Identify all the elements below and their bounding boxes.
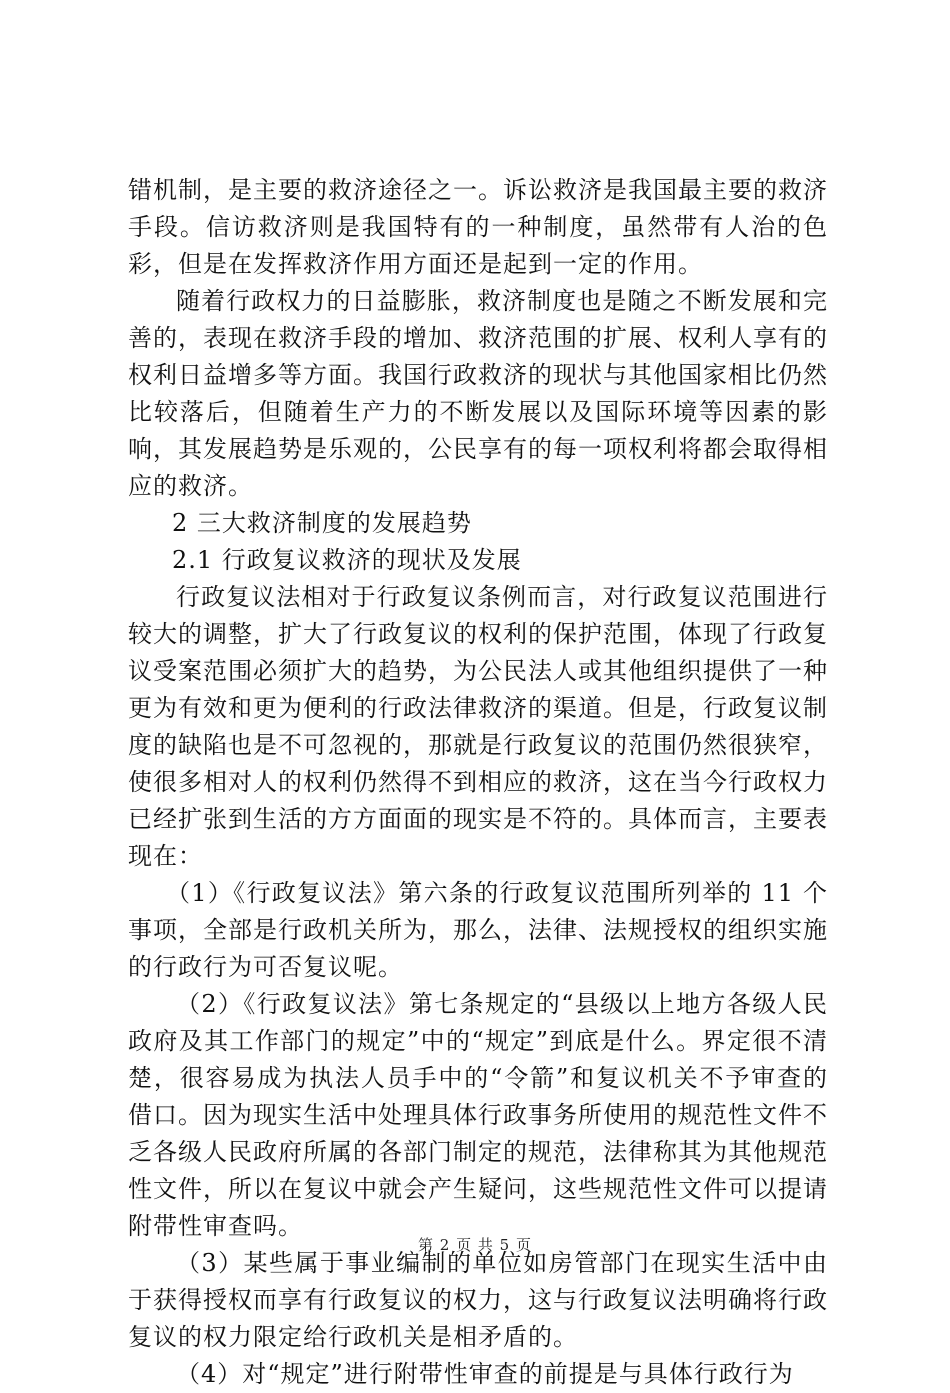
list-item-2: （2）《行政复议法》第七条规定的“县级以上地方各级人民政府及其工作部门的规定”中的“规定”到底是什么。界定很不清楚，很容易成为执法人员手中的“令箭”和复议机关不予审查的借口。因为现实生活中处理具体行政事务所使用的规范性文件不乏各级人民政府所属的各部门制定的规范，法律称其为其他规范性文件，所以在复议中就会产生疑问，这些规范性文件可以提请附带性审查吗。 bbox=[128, 990, 828, 1240]
paragraph-administrative-power: 随着行政权力的日益膨胀，救济制度也是随之不断发展和完善的，表现在救济手段的增加、救济范围的扩展、权利人享有的权利日益增多等方面。我国行政救济的现状与其他国家相比仍然比较落后，但随着生产力的不断发展以及国际环境等因素的影响，其发展趋势是乐观的，公民享有的每一项权利将都会取得相应的救济。 bbox=[128, 287, 828, 500]
list-item-4: （4）对“规定”进行附带性审查的前提是与具体行政行为 bbox=[176, 1360, 794, 1388]
subsection-heading: 2.1 行政复议救济的现状及发展 bbox=[172, 546, 522, 574]
list-item-1: （1）《行政复议法》第六条的行政复议范围所列举的 11 个事项，全部是行政机关所为，那么，法律、法规授权的组织实施的行政行为可否复议呢。 bbox=[128, 879, 828, 981]
page-number-footer: 第 2 页 共 5 页 bbox=[418, 1236, 532, 1254]
list-item-3: （3）某些属于事业编制的单位如房管部门在现实生活中由于获得授权而享有行政复议的权力，这与行政复议法明确将行政复议的权力限定给行政机关是相矛盾的。 bbox=[128, 1249, 828, 1351]
document-body bbox=[128, 172, 828, 1393]
paragraph-reconsideration-law: 行政复议法相对于行政复议条例而言，对行政复议范围进行较大的调整，扩大了行政复议的权利的保护范围，体现了行政复议受案范围必须扩大的趋势，为公民法人或其他组织提供了一种更为有效和更为便利的行政法律救济的渠道。但是，行政复议制度的缺陷也是不可忽视的，那就是行政复议的范围仍然很狭窄，使很多相对人的权利仍然得不到相应的救济，这在当今行政权力已经扩张到生活的方方面面的现实是不符的。具体而言，主要表现在： bbox=[128, 583, 828, 870]
paragraph-continuation: 错机制，是主要的救济途径之一。诉讼救济是我国最主要的救济手段。信访救济则是我国特有的一种制度，虽然带有人治的色彩，但是在发挥救济作用方面还是起到一定的作用。 bbox=[128, 176, 828, 278]
section-heading: 2 三大救济制度的发展趋势 bbox=[172, 509, 472, 537]
